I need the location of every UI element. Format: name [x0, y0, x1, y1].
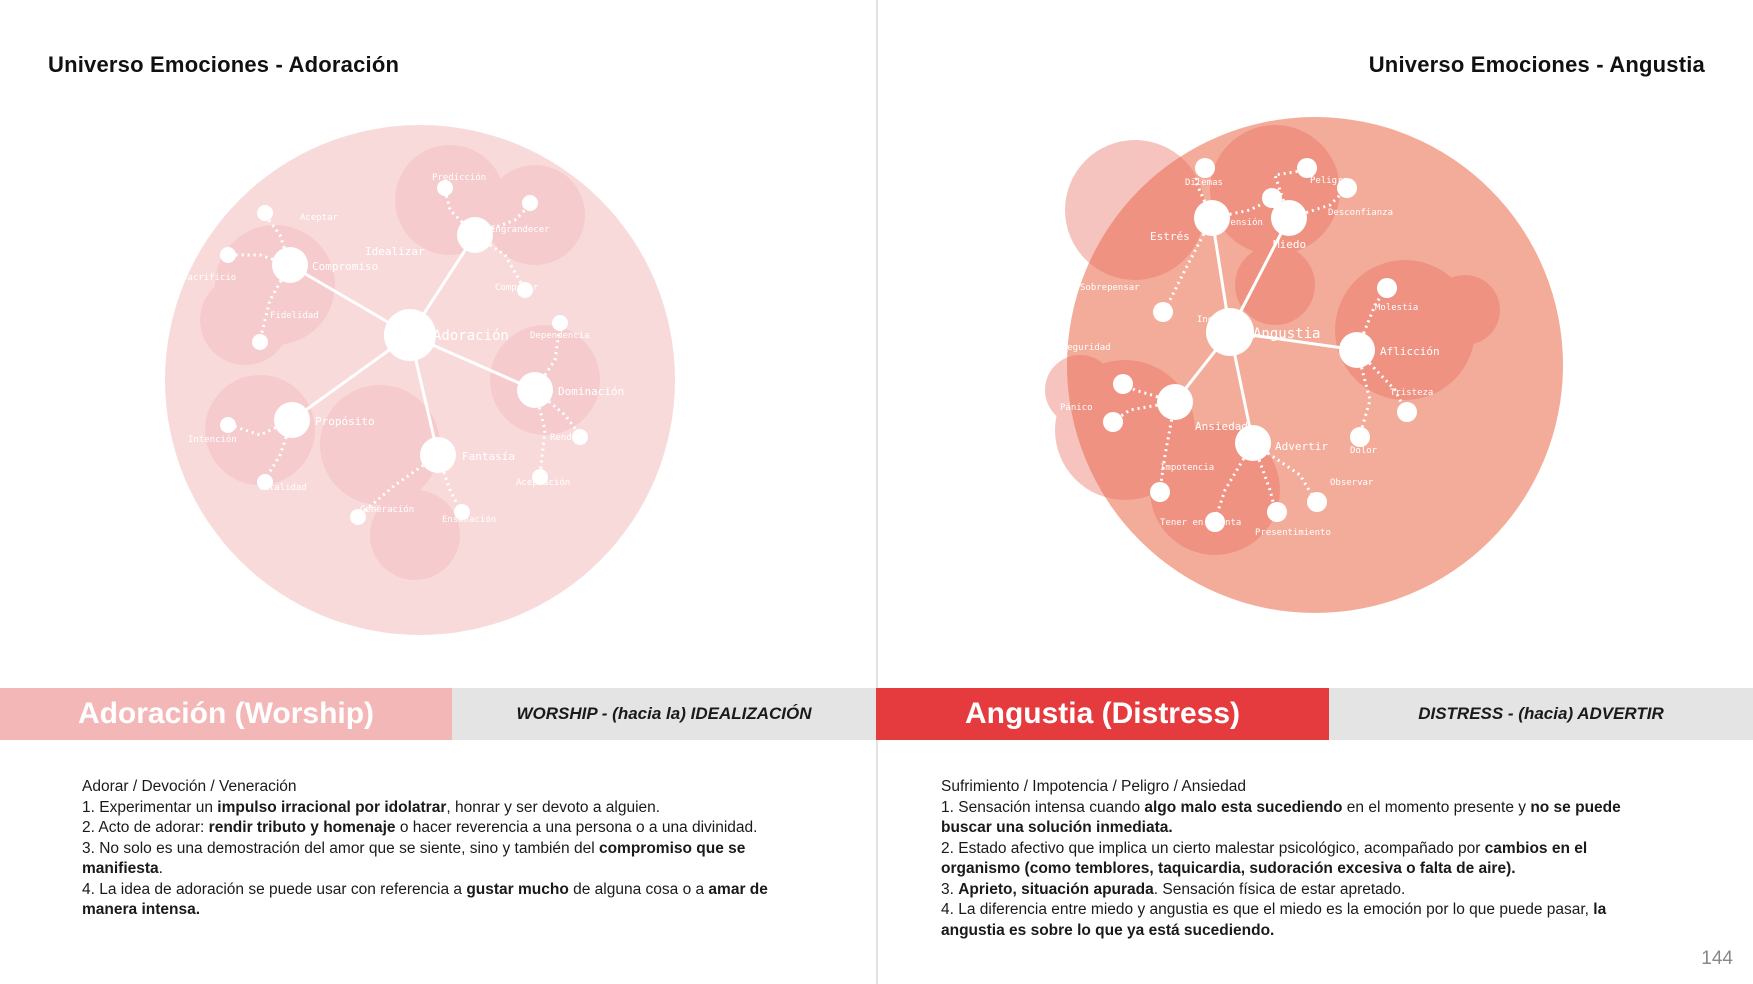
map-branch-label: Compromiso: [312, 260, 379, 273]
map-leaf-label: Dolor: [1350, 446, 1378, 456]
emotion-map-adoracion-graphic: [150, 110, 690, 650]
emotion-name-band-left: [0, 688, 452, 740]
map-leaf-label: Vitalidad: [258, 483, 307, 493]
map-leaf-label: Peligro: [1310, 176, 1348, 186]
definition-text: 3.: [941, 880, 959, 898]
emotion-direction-band-right: [1329, 688, 1753, 740]
definition-text: , honrar y ser devoto a alguien.: [446, 798, 661, 816]
map-leaf-label: Inquietud: [1197, 315, 1246, 325]
map-leaf-label: Pánico: [1060, 403, 1093, 413]
map-leaf-label: Aceptar: [300, 213, 338, 223]
definition-item: [82, 798, 802, 819]
definition-text: 4. La diferencia entre miedo y angustia es que el miedo es la emoción por lo que puede pasar,: [941, 901, 1594, 918]
map-branch-label: Ansiedad: [1195, 420, 1248, 433]
emotion-map-angustia-graphic: [1045, 110, 1585, 650]
definition-emphasis: Aprieto, situación apurada: [958, 880, 1154, 898]
definition-text: 1. Experimentar un: [82, 798, 218, 816]
map-leaf-label: Tristeza: [1390, 388, 1434, 398]
emotion-map-adoracion: [150, 110, 690, 650]
map-leaf-label: Fidelidad: [270, 311, 319, 321]
emotion-name: Angustia (Distress): [964, 697, 1241, 730]
emotion-name-band-right: [876, 688, 1329, 740]
emotion-direction: WORSHIP - (hacia la) IDEALIZACIÓN: [516, 704, 812, 723]
emotion-map-angustia: [1045, 110, 1585, 650]
emotion-direction-band-left: [452, 688, 876, 740]
map-branch-label: Estrés: [1150, 230, 1190, 243]
map-leaf-label: Intención: [188, 435, 237, 445]
map-branch-label: Idealizar: [365, 245, 425, 258]
map-leaf-label: Ensoñación: [442, 515, 497, 525]
definition-text: 3. No solo es una demostración del amor que se siente, sino y también del: [82, 839, 599, 857]
page-number: 144: [1701, 948, 1733, 969]
definition-emphasis: impulso irracional por idolatrar: [217, 798, 447, 816]
definition-text: de alguna cosa o a: [568, 880, 709, 898]
page-divider: [876, 0, 878, 984]
map-leaf-label: Presentimiento: [1255, 528, 1331, 538]
map-branch-label: Propósito: [315, 415, 375, 428]
definition-text: 2. Acto de adorar:: [82, 819, 209, 836]
map-leaf-label: Engrandecer: [490, 225, 550, 235]
map-leaf-label: Impotencia: [1160, 463, 1215, 473]
definition-text: 4. La idea de adoración se puede usar con referencia a: [82, 880, 467, 898]
map-leaf-label: Observar: [1330, 478, 1374, 488]
map-leaf-label: Dilemas: [1185, 178, 1223, 188]
definition-text: en el momento presente y: [1342, 798, 1531, 816]
map-leaf-label: Generación: [360, 505, 415, 515]
map-branch-label: Aflicción: [1380, 345, 1440, 358]
map-branch-label: Miedo: [1273, 238, 1307, 251]
definition-item: [941, 880, 1661, 901]
map-hub-label: Adoración: [433, 328, 509, 344]
map-leaf-label: Comparar: [495, 283, 539, 293]
map-leaf-label: Predicción: [432, 173, 487, 183]
emotion-direction: DISTRESS - (hacia) ADVERTIR: [1418, 704, 1664, 723]
map-leaf-label: Aceptación: [516, 478, 571, 488]
definition-text: o hacer reverencia a una persona o a una divinidad.: [395, 819, 758, 836]
definition-emphasis: algo malo esta sucediendo: [1144, 798, 1343, 816]
map-leaf-label: Molestia: [1375, 303, 1419, 313]
definitions-list: [82, 798, 802, 921]
definition-emphasis: compromiso que se manifiesta: [82, 839, 746, 877]
map-leaf-label: Rendir: [550, 433, 583, 443]
definition-item: [941, 900, 1661, 941]
definition-emphasis: no se puede buscar una solución inmediata.: [941, 798, 1621, 836]
definition-text: . Sensación física de estar apretado.: [1153, 880, 1406, 898]
map-leaf-label: Tensión: [1225, 218, 1263, 228]
map-leaf-label: Desconfianza: [1328, 208, 1394, 218]
definition-emphasis: rendir tributo y homenaje: [208, 819, 396, 836]
page-title-left: Universo Emociones - Adoración: [48, 52, 400, 77]
definition-text: 2. Estado afectivo que implica un cierto malestar psicológico, acompañado por: [941, 839, 1485, 857]
definition-item: [941, 798, 1661, 839]
synonyms-line: Sufrimiento / Impotencia / Peligro / Ansiedad: [941, 778, 1246, 795]
definition-block-right: [941, 777, 1661, 941]
definition-item: [82, 818, 802, 839]
synonyms-line: Adorar / Devoción / Veneración: [82, 778, 297, 795]
definition-emphasis: la angustia es sobre lo que ya está sucediendo.: [941, 901, 1607, 939]
map-hub-label: Angustia: [1253, 326, 1321, 342]
definition-block-left: [82, 777, 802, 921]
definition-item: [82, 880, 802, 921]
definition-emphasis: amar de manera intensa.: [82, 880, 768, 918]
definition-emphasis: gustar mucho: [466, 880, 569, 898]
definition-text: .: [158, 860, 163, 877]
map-leaf-label: Sobrepensar: [1080, 283, 1140, 293]
map-branch-label: Dominación: [558, 385, 625, 398]
map-branch-label: Fantasía: [462, 450, 515, 463]
definition-text: 1. Sensación intensa cuando: [941, 798, 1145, 816]
map-leaf-label: Inseguridad: [1051, 343, 1111, 353]
map-leaf-label: Dependencia: [530, 331, 590, 341]
map-branch-label: Advertir: [1275, 440, 1328, 453]
definition-item: [82, 839, 802, 880]
definition-item: [941, 839, 1661, 880]
map-leaf-label: Sacrificio: [182, 273, 237, 283]
definition-emphasis: cambios en el organismo (como temblores, taquicardia, sudoración excesiva o falta de aire).: [941, 839, 1588, 877]
page-title-right: Universo Emociones - Angustia: [1368, 52, 1705, 77]
emotion-name: Adoración (Worship): [77, 697, 375, 730]
definitions-list: [941, 798, 1661, 942]
map-leaf-label: Tener en cuenta: [1160, 518, 1242, 528]
